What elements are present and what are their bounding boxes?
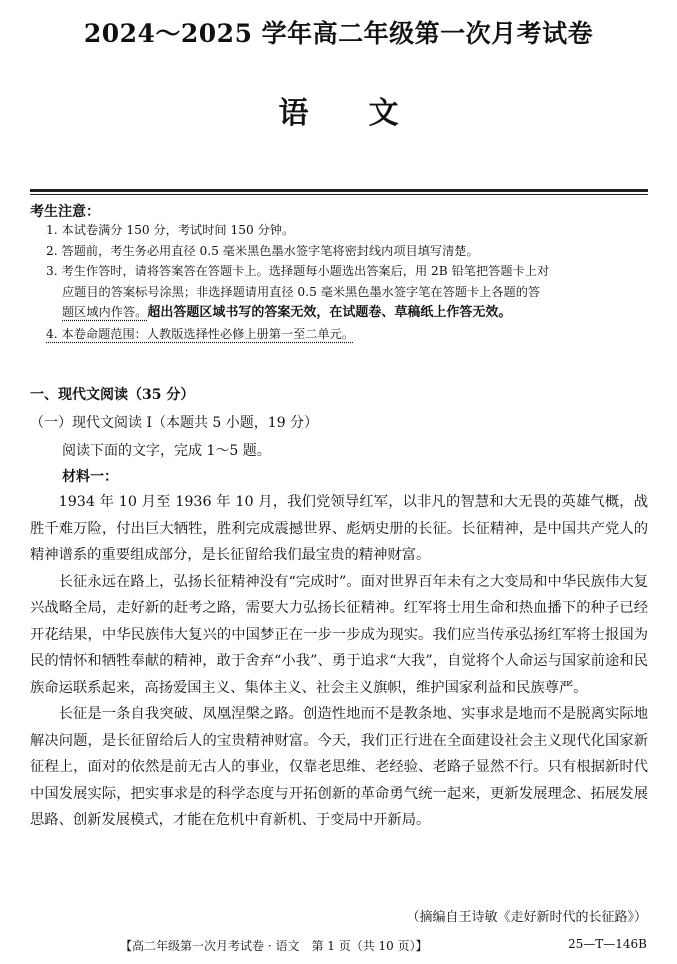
- notice-item-3-plain: 题区域内作答。: [62, 305, 148, 319]
- footer-page-info: 【高二年级第一次月考试卷 · 语文 第 1 页（共 10 页）】: [120, 939, 428, 953]
- notice-item-3-line3: [46, 302, 656, 324]
- notice-item-3-line2: 应题目的答案标号涂黑；非选择题请用直径 0.5 毫米黑色墨水签字笔在答题卡上各题的答: [62, 284, 541, 299]
- section-heading: 一、现代文阅读（35 分）: [30, 387, 195, 403]
- divider-thick: [30, 189, 648, 192]
- notice-item-4: [46, 324, 656, 345]
- passage-source: （摘编自王诗敏《走好新时代的长征路》）: [406, 910, 647, 925]
- notice-item-2: 2. 答题前，考生务必用直径 0.5 毫米黑色墨水签字笔将密封线内项目填写清楚。: [46, 243, 479, 258]
- reading-instruction: 阅读下面的文字，完成 1～5 题。: [62, 443, 271, 459]
- material-label: 材料一：: [62, 469, 118, 485]
- exam-title: 2024～2025 学年高二年级第一次月考试卷: [83, 19, 594, 48]
- notice-list: [46, 220, 656, 344]
- notice-item-1: 1. 本试卷满分 150 分，考试时间 150 分钟。: [46, 223, 295, 237]
- notice-item-3: [46, 261, 656, 324]
- notice-heading: 考生注意：: [30, 204, 100, 220]
- subject-title: 语文: [278, 96, 459, 131]
- reading-passage: [30, 489, 648, 834]
- passage-paragraph-3: 长征是一条自我突破、凤凰涅槃之路。创造性地而不是教条地、实事求是地而不是脱离实际地解决问题，是长征留给后人的宝贵精神财富。今天，我们正行进在全面建设社会主义现代化国家新征程上，面对的依然是前无古人的事业，仅靠老思维、老经验、老路子显然不行。只有根据新时代中国发展实际，把实事求是的科学态度与开拓创新的革命勇气统一起来，更新发展理念、拓展发展思路、创新发展模式，才能在危机中育新机、于变局中开新局。: [30, 706, 648, 828]
- footer-exam-code: 25—T—146B: [568, 937, 647, 951]
- divider-thin: [30, 194, 648, 195]
- notice-item-4-text: 4. 本卷命题范围：人教版选择性必修上册第一至二单元。: [46, 326, 355, 341]
- notice-item-3-emphasis: 超出答题区域书写的答案无效，在试题卷、草稿纸上作答无效。: [147, 305, 512, 320]
- notice-item-3-line1: 3. 考生作答时，请将答案答在答题卡上。选择题每小题选出答案后，用 2B 铅笔把答题卡上对: [46, 264, 550, 278]
- subsection-heading: （一）现代文阅读 I（本题共 5 小题，19 分）: [30, 415, 319, 431]
- passage-paragraph-1: 1934 年 10 月至 1936 年 10 月，我们党领导红军，以非凡的智慧和大无畏的英雄气概，战胜千难万险，付出巨大牺牲，胜利完成震撼世界、彪炳史册的长征。长征精神，是中国共产党人的精神谱系的重要组成部分，是长征留给我们最宝贵的精神财富。: [30, 494, 648, 563]
- passage-paragraph-2: 长征永远在路上，弘扬长征精神没有“完成时”。面对世界百年未有之大变局和中华民族伟大复兴战略全局，走好新的赶考之路，需要大力弘扬长征精神。红军将士用生命和热血播下的种子已经开花结果，中华民族伟大复兴的中国梦正在一步一步成为现实。我们应当传承弘扬红军将士报国为民的情怀和牺牲奉献的精神，敢于舍弃“小我”、勇于追求“大我”，自觉将个人命运与国家前途和民族命运联系起来，高扬爱国主义、集体主义、社会主义旗帜，维护国家利益和民族尊严。: [30, 573, 648, 696]
